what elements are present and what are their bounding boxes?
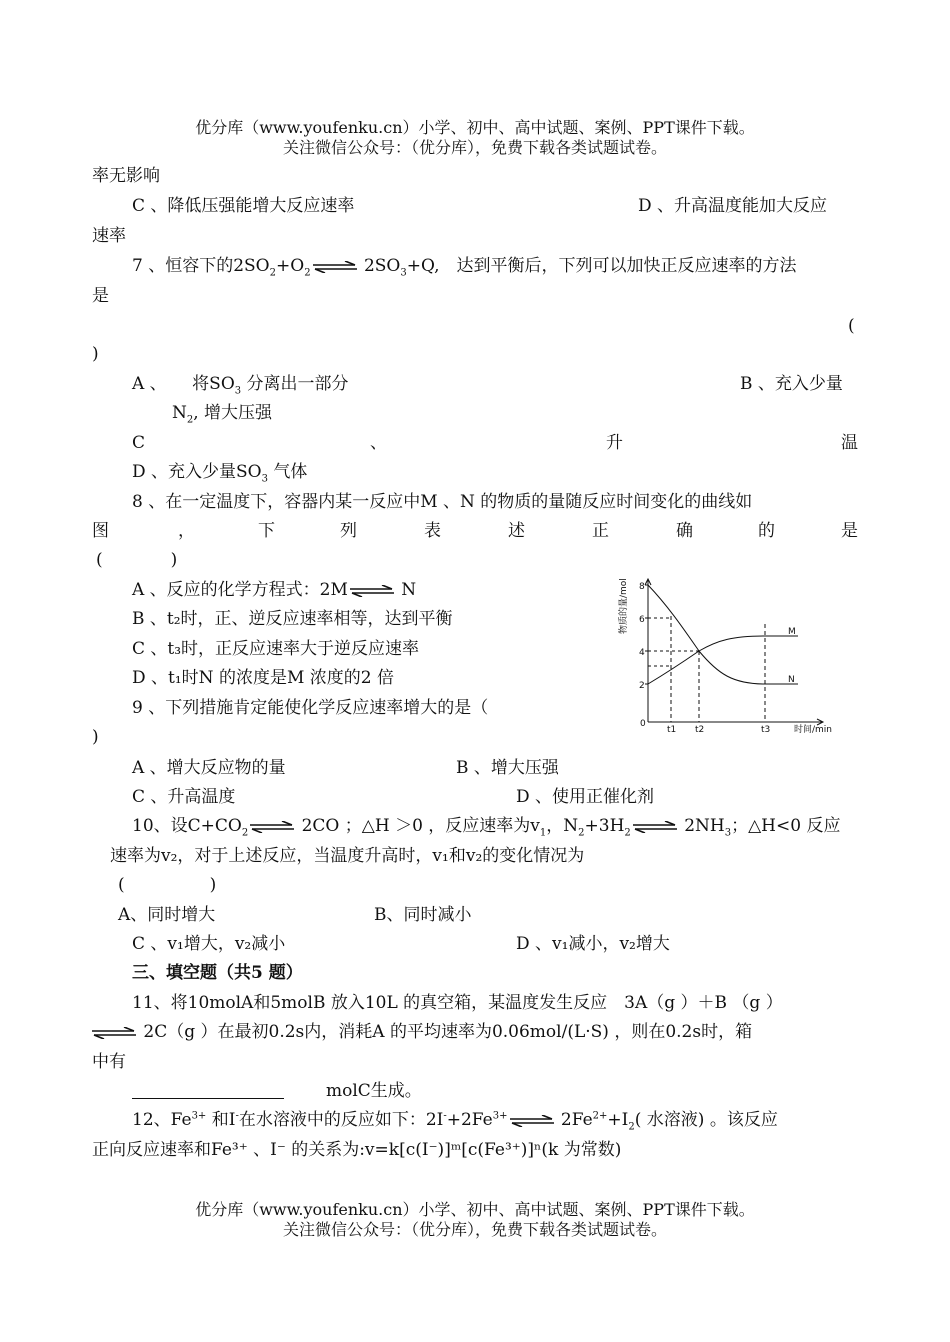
curve-n [648, 585, 798, 684]
x-tick-t3: t3 [761, 725, 771, 735]
q7-stem: 7 、恒容下的$2SO_2+O_2$ $2SO_3+Q$, 达到平衡后，下列可以加快正反应速率的方法 [132, 256, 797, 279]
q10-option-b: B、同时减小 [374, 905, 472, 925]
q7-option-c-letter: C [132, 433, 146, 453]
mn-amount-time-graph [598, 566, 848, 746]
q8-stem-wrap-5: 表 [424, 521, 441, 541]
q10-stem-line2: 速率为v₂，对于上述反应，当温度升高时，v₁和v₂的变化情况为 [110, 846, 585, 866]
equilibrium-arrow-icon [313, 261, 357, 273]
q6-option-d-wrap: 速率 [92, 226, 126, 246]
q10-answer-paren: ( ) [118, 875, 217, 895]
q8-stem-wrap-2: ， [178, 521, 195, 541]
q6-tail: 率无影响 [92, 166, 160, 186]
q9-option-c: C 、升高温度 [132, 787, 236, 807]
q9-option-d: D 、使用正催化剂 [516, 787, 655, 807]
q9-option-a: A 、增大反应物的量 [132, 758, 286, 778]
section-title: 三、填空题（共5 题） [132, 963, 303, 983]
q7-paren-open: ( [848, 316, 855, 336]
q8-option-a: A 、反应的化学方程式：2M N [132, 580, 417, 600]
x-tick-t2: t2 [695, 725, 705, 735]
q7-stem-wrap: 是 [92, 286, 109, 306]
q11-blank[interactable] [132, 1082, 284, 1099]
x-tick-t1: t1 [667, 725, 677, 735]
q10-stem: 10、设$C+CO_2$ 2CO ；△H ＞0 ，反应速率为$v_1$，$N_2+3H_2$ $2NH_3$；△H<0 反应 [132, 816, 841, 839]
curve-m-label: M [788, 627, 796, 637]
q9-option-b: B 、增大压强 [456, 758, 559, 778]
y-tick-6: 6 [639, 615, 645, 625]
q8-stem-wrap-3: 下 [258, 521, 275, 541]
q8-option-c: C 、t₃时，正反应速率大于逆反应速率 [132, 639, 420, 659]
q7-option-b: B 、充入少量 [740, 374, 843, 394]
q12-line1: 12、$Fe^{3+}$ 和I-在水溶液中的反应如下：$2I^-+2Fe^{3+}$ $2Fe^{2+}+I_2$( 水溶液) 。该反应 [132, 1110, 778, 1133]
q9-stem-wrap: ) [92, 727, 99, 747]
q10-option-a: A、同时增大 [118, 905, 216, 925]
q7-paren-close: ) [92, 344, 99, 364]
q8-stem-wrap-6: 述 [508, 521, 525, 541]
q6-option-d: D 、升高温度能加大反应 [638, 196, 828, 216]
x-axis-label: 时间/min [794, 725, 833, 735]
q7-option-c-sep: 、 [370, 433, 387, 453]
answer-blank[interactable] [132, 1083, 284, 1099]
q6-option-c: C 、降低压强能增大反应速率 [132, 196, 355, 216]
origin-label: 0 [640, 719, 646, 729]
page-footer-line2: 关注微信公众号：（优分库），免费下载各类试题试卷。 [282, 1220, 667, 1239]
y-tick-4: 4 [639, 648, 645, 658]
equilibrium-arrow-icon [350, 585, 394, 597]
page-header-line2: 关注微信公众号：（优分库），免费下载各类试题试卷。 [282, 138, 667, 157]
q8-stem-wrap-4: 列 [340, 521, 357, 541]
q8-stem-wrap-9: 的 [758, 521, 775, 541]
y-axis-label: 物质的量/mol [619, 578, 629, 634]
q8-stem: 8 、在一定温度下，容器内某一反应中M 、N 的物质的量随反应时间变化的曲线如 [132, 492, 753, 512]
equilibrium-arrow-icon [92, 1027, 136, 1039]
equilibrium-arrow-icon [633, 821, 677, 833]
q12-line2: 正向反应速率和Fe³⁺ 、I⁻ 的关系为:v=k[c(I⁻)]ᵐ[c(Fe³⁺)]ⁿ(k 为常数) [92, 1140, 622, 1160]
q11-line4: molC生成。 [326, 1081, 422, 1101]
page-footer-line1: 优分库（www.youfenku.cn）小学、初中、高中试题、案例、PPT课件下载。 [195, 1200, 755, 1219]
q11-line3: 中有 [92, 1052, 126, 1072]
q8-stem-wrap-8: 确 [676, 521, 693, 541]
q9-stem: 9 、下列措施肯定能使化学反应速率增大的是（ [132, 698, 489, 718]
q7-option-d: D 、充入少量$SO_3$ 气体 [132, 462, 308, 485]
q8-stem-wrap-10: 是 [841, 521, 858, 541]
q11-line2: 2C（g ）在最初0.2s内，消耗A 的平均速率为0.06mol/(L·S) ，则在0.2s时，箱 [90, 1024, 752, 1041]
q8-option-b: B 、t₂时，正、逆反应速率相等，达到平衡 [132, 609, 453, 629]
q8-stem-wrap-1: 图 [92, 521, 109, 541]
q11-line1: 11、将10molA和5molB 放入10L 的真空箱，某温度发生反应 3A（g ）＋B （g ） [132, 993, 783, 1013]
q10-option-d: D 、v₁减小，v₂增大 [516, 934, 670, 954]
q7-option-c-char2: 温 [841, 433, 858, 453]
y-tick-2: 2 [639, 681, 645, 691]
q8-answer-paren: ( ) [96, 550, 178, 570]
equilibrium-arrow-icon [250, 821, 294, 833]
q7-option-c-char1: 升 [606, 433, 623, 453]
q8-option-d: D 、t₁时N 的浓度是M 浓度的2 倍 [132, 668, 394, 688]
q7-option-a: A 、 将$SO_3$ 分离出一部分 [132, 374, 349, 397]
q7-option-b-wrap: $N_2$, 增大压强 [172, 403, 273, 426]
q8-stem-wrap-7: 正 [592, 521, 609, 541]
y-tick-8: 8 [639, 582, 645, 592]
q10-option-c: C 、v₁增大，v₂减小 [132, 934, 286, 954]
page-header-line1: 优分库（www.youfenku.cn）小学、初中、高中试题、案例、PPT课件下载。 [195, 118, 755, 137]
curve-n-label: N [788, 675, 795, 685]
equilibrium-arrow-icon [510, 1115, 554, 1127]
